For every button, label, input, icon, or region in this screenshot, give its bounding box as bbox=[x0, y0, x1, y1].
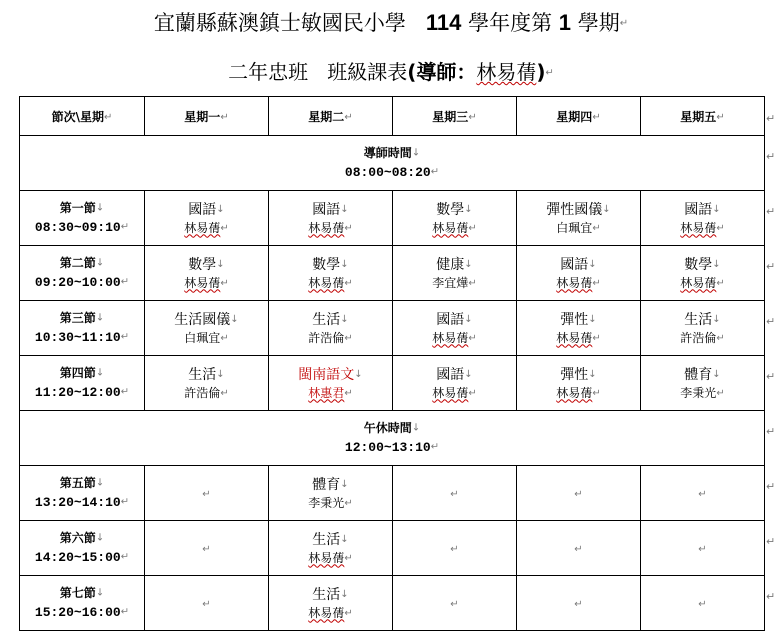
period-label: 第二節↓ 09:20~10:00↵ bbox=[20, 246, 145, 301]
class-cell: 生活國儀↓ 白珮宜↵ bbox=[145, 301, 269, 356]
school-name: 宜蘭縣蘇澳鎮士敏國民小學 bbox=[153, 11, 406, 35]
year-suffix: 學年度第 bbox=[468, 11, 553, 35]
empty-cell-mark: ↵ bbox=[574, 488, 583, 500]
subject-name: 體育 bbox=[312, 476, 341, 493]
class-cell: 數學↓ 林易蒨↵ bbox=[145, 246, 269, 301]
empty-cell-mark: ↵ bbox=[698, 543, 707, 555]
empty-cell-mark: ↵ bbox=[450, 488, 459, 500]
homeroom-time: 08:00~08:20 bbox=[344, 164, 431, 180]
period-row bbox=[20, 191, 765, 246]
class-cell: 國語↓ 林易蒨↵ bbox=[517, 246, 641, 301]
class-cell: 健康↓ 李宜燁↵ bbox=[393, 246, 517, 301]
subject-name: 數學 bbox=[312, 256, 341, 273]
day-header: 星期四↵ bbox=[517, 97, 641, 136]
table-name: 班級課表 bbox=[327, 60, 408, 84]
period-label: 第四節↓ 11:20~12:00↵ bbox=[20, 356, 145, 411]
empty-class-cell bbox=[393, 521, 517, 576]
empty-class-cell bbox=[641, 521, 765, 576]
teacher-name: 林易蒨 bbox=[556, 275, 593, 290]
period-time: 15:20~16:00 bbox=[34, 604, 121, 620]
subject-name: 國語 bbox=[436, 366, 465, 383]
period-name: 第七節 bbox=[59, 586, 96, 601]
empty-class-cell bbox=[393, 576, 517, 631]
timetable bbox=[19, 96, 765, 631]
term-suffix: 學期 bbox=[577, 11, 620, 35]
class-cell: 數學↓ 林易蒨↵ bbox=[641, 246, 765, 301]
teacher-name: 林易蒨 bbox=[432, 330, 469, 345]
period-time: 08:30~09:10 bbox=[34, 219, 121, 235]
period-name: 第三節 bbox=[59, 311, 96, 326]
teacher-name: 林易蒨 bbox=[556, 385, 593, 400]
period-time: 10:30~11:10 bbox=[34, 329, 121, 345]
class-cell: 生活↓ 林易蒨↵ bbox=[269, 576, 393, 631]
teacher-name: 林易蒨 bbox=[432, 220, 469, 235]
period-row bbox=[20, 356, 765, 411]
lunch-cell: 午休時間↓ 12:00~13:10↵ bbox=[20, 411, 765, 466]
day-header: 星期一↵ bbox=[145, 97, 269, 136]
period-label: 第一節↓ 08:30~09:10↵ bbox=[20, 191, 145, 246]
empty-class-cell bbox=[517, 466, 641, 521]
class-cell: 數學↓ 林易蒨↵ bbox=[269, 246, 393, 301]
subject-name: 生活 bbox=[312, 586, 341, 603]
class-cell: 生活↓ 許浩倫↵ bbox=[269, 301, 393, 356]
empty-cell-mark: ↵ bbox=[698, 598, 707, 610]
period-row bbox=[20, 246, 765, 301]
school-year: 114 bbox=[425, 10, 462, 35]
class-cell: 數學↓ 林易蒨↵ bbox=[393, 191, 517, 246]
teacher-name: 白珮宜 bbox=[556, 220, 593, 235]
class-cell: 國語↓ 林易蒨↵ bbox=[393, 356, 517, 411]
period-name: 第一節 bbox=[59, 201, 96, 216]
period-row bbox=[20, 466, 765, 521]
empty-cell-mark: ↵ bbox=[450, 543, 459, 555]
subject-name: 體育 bbox=[684, 366, 713, 383]
period-label: 第六節↓ 14:20~15:00↵ bbox=[20, 521, 145, 576]
teacher-name: 林易蒨 bbox=[308, 275, 345, 290]
class-cell: 生活↓ 許浩倫↵ bbox=[145, 356, 269, 411]
class-cell: 國語↓ 林易蒨↵ bbox=[269, 191, 393, 246]
lunch-time: 12:00~13:10 bbox=[344, 439, 431, 455]
teacher-name: 林易蒨 bbox=[184, 275, 221, 290]
teacher-name: 許浩倫 bbox=[680, 330, 717, 345]
teacher-name: 林易蒨 bbox=[308, 220, 345, 235]
teacher-name: 李宜燁 bbox=[432, 275, 469, 290]
teacher-open: (導師： bbox=[407, 60, 477, 84]
subject-name: 生活 bbox=[312, 311, 341, 328]
row-end-mark: ↵ bbox=[766, 590, 776, 603]
teacher-name: 李秉光 bbox=[680, 385, 717, 400]
teacher-name: 林易蒨 bbox=[556, 330, 593, 345]
class-cell: 生活↓ 林易蒨↵ bbox=[269, 521, 393, 576]
period-label: 第五節↓ 13:20~14:10↵ bbox=[20, 466, 145, 521]
empty-cell-mark: ↵ bbox=[202, 543, 211, 555]
corner-header: 節次\星期↵ bbox=[20, 97, 145, 136]
subject-name: 閩南語文 bbox=[298, 366, 355, 383]
empty-cell-mark: ↵ bbox=[698, 488, 707, 500]
subject-name: 生活 bbox=[188, 366, 217, 383]
subject-name: 國語 bbox=[560, 256, 589, 273]
day-header: 星期三↵ bbox=[393, 97, 517, 136]
period-time: 11:20~12:00 bbox=[34, 384, 121, 400]
class-name: 二年忠班 bbox=[228, 60, 309, 84]
row-end-mark: ↵ bbox=[766, 535, 776, 548]
empty-cell-mark: ↵ bbox=[450, 598, 459, 610]
period-label: 第三節↓ 10:30~11:10↵ bbox=[20, 301, 145, 356]
homeroom-teacher: 林易蒨 bbox=[476, 60, 537, 84]
row-end-mark: ↵ bbox=[766, 370, 776, 383]
empty-class-cell bbox=[393, 466, 517, 521]
empty-class-cell bbox=[145, 521, 269, 576]
subject-name: 彈性 bbox=[560, 311, 589, 328]
teacher-name: 林易蒨 bbox=[680, 275, 717, 290]
teacher-name: 林易蒨 bbox=[432, 385, 469, 400]
empty-class-cell bbox=[145, 466, 269, 521]
subject-name: 數學 bbox=[436, 201, 465, 218]
paragraph-mark: ↵ bbox=[545, 67, 554, 79]
paragraph-mark: ↵ bbox=[619, 18, 629, 29]
period-time: 09:20~10:00 bbox=[34, 274, 121, 290]
period-time: 13:20~14:10 bbox=[34, 494, 121, 510]
subject-name: 彈性國儀 bbox=[546, 201, 603, 218]
empty-class-cell bbox=[641, 576, 765, 631]
class-cell: 彈性國儀↓ 白珮宜↵ bbox=[517, 191, 641, 246]
empty-class-cell bbox=[517, 521, 641, 576]
document-title bbox=[0, 8, 782, 39]
class-cell: 彈性↓ 林易蒨↵ bbox=[517, 356, 641, 411]
row-end-mark: ↵ bbox=[766, 112, 776, 125]
lunch-row bbox=[20, 411, 765, 466]
empty-class-cell bbox=[145, 576, 269, 631]
row-end-mark: ↵ bbox=[766, 205, 776, 218]
empty-class-cell bbox=[641, 466, 765, 521]
subject-name: 生活 bbox=[312, 531, 341, 548]
day-header: 星期五↵ bbox=[641, 97, 765, 136]
row-end-mark: ↵ bbox=[766, 315, 776, 328]
homeroom-label: 導師時間 bbox=[363, 146, 412, 161]
class-cell: 閩南語文↓ 林惠君↵ bbox=[269, 356, 393, 411]
day-header: 星期二↵ bbox=[269, 97, 393, 136]
empty-class-cell bbox=[517, 576, 641, 631]
teacher-name: 許浩倫 bbox=[308, 330, 345, 345]
teacher-close: ) bbox=[536, 60, 546, 84]
teacher-name: 林易蒨 bbox=[680, 220, 717, 235]
row-end-mark: ↵ bbox=[766, 150, 776, 163]
row-end-mark: ↵ bbox=[766, 260, 776, 273]
teacher-name: 李秉光 bbox=[308, 495, 345, 510]
teacher-name: 白珮宜 bbox=[184, 330, 221, 345]
row-end-mark: ↵ bbox=[766, 480, 776, 493]
period-row bbox=[20, 521, 765, 576]
period-row bbox=[20, 301, 765, 356]
document-subtitle bbox=[0, 57, 782, 89]
class-cell: 生活↓ 許浩倫↵ bbox=[641, 301, 765, 356]
homeroom-cell: 導師時間↓ 08:00~08:20↵ bbox=[20, 136, 765, 191]
period-name: 第五節 bbox=[59, 476, 96, 491]
class-cell: 國語↓ 林易蒨↵ bbox=[641, 191, 765, 246]
period-name: 第六節 bbox=[59, 531, 96, 546]
subject-name: 國語 bbox=[312, 201, 341, 218]
empty-cell-mark: ↵ bbox=[574, 598, 583, 610]
period-name: 第二節 bbox=[59, 256, 96, 271]
period-label: 第七節↓ 15:20~16:00↵ bbox=[20, 576, 145, 631]
header-row bbox=[20, 97, 765, 136]
teacher-name: 林易蒨 bbox=[308, 605, 345, 620]
class-cell: 國語↓ 林易蒨↵ bbox=[145, 191, 269, 246]
term-number: 1 bbox=[558, 10, 572, 35]
class-cell: 彈性↓ 林易蒨↵ bbox=[517, 301, 641, 356]
subject-name: 國語 bbox=[436, 311, 465, 328]
class-cell: 國語↓ 林易蒨↵ bbox=[393, 301, 517, 356]
empty-cell-mark: ↵ bbox=[574, 543, 583, 555]
homeroom-row bbox=[20, 136, 765, 191]
empty-cell-mark: ↵ bbox=[202, 598, 211, 610]
class-cell: 體育↓ 李秉光↵ bbox=[641, 356, 765, 411]
period-time: 14:20~15:00 bbox=[34, 549, 121, 565]
period-name: 第四節 bbox=[59, 366, 96, 381]
row-end-mark: ↵ bbox=[766, 425, 776, 438]
subject-name: 國語 bbox=[188, 201, 217, 218]
teacher-name: 林易蒨 bbox=[184, 220, 221, 235]
empty-cell-mark: ↵ bbox=[202, 488, 211, 500]
subject-name: 數學 bbox=[188, 256, 217, 273]
subject-name: 數學 bbox=[684, 256, 713, 273]
period-row bbox=[20, 576, 765, 631]
subject-name: 國語 bbox=[684, 201, 713, 218]
teacher-name: 林易蒨 bbox=[308, 550, 345, 565]
class-cell: 體育↓ 李秉光↵ bbox=[269, 466, 393, 521]
lunch-label: 午休時間 bbox=[363, 421, 412, 436]
subject-name: 生活國儀 bbox=[174, 311, 231, 328]
subject-name: 生活 bbox=[684, 311, 713, 328]
subject-name: 彈性 bbox=[560, 366, 589, 383]
subject-name: 健康 bbox=[436, 256, 465, 273]
teacher-name: 林惠君 bbox=[308, 385, 345, 400]
teacher-name: 許浩倫 bbox=[184, 385, 221, 400]
